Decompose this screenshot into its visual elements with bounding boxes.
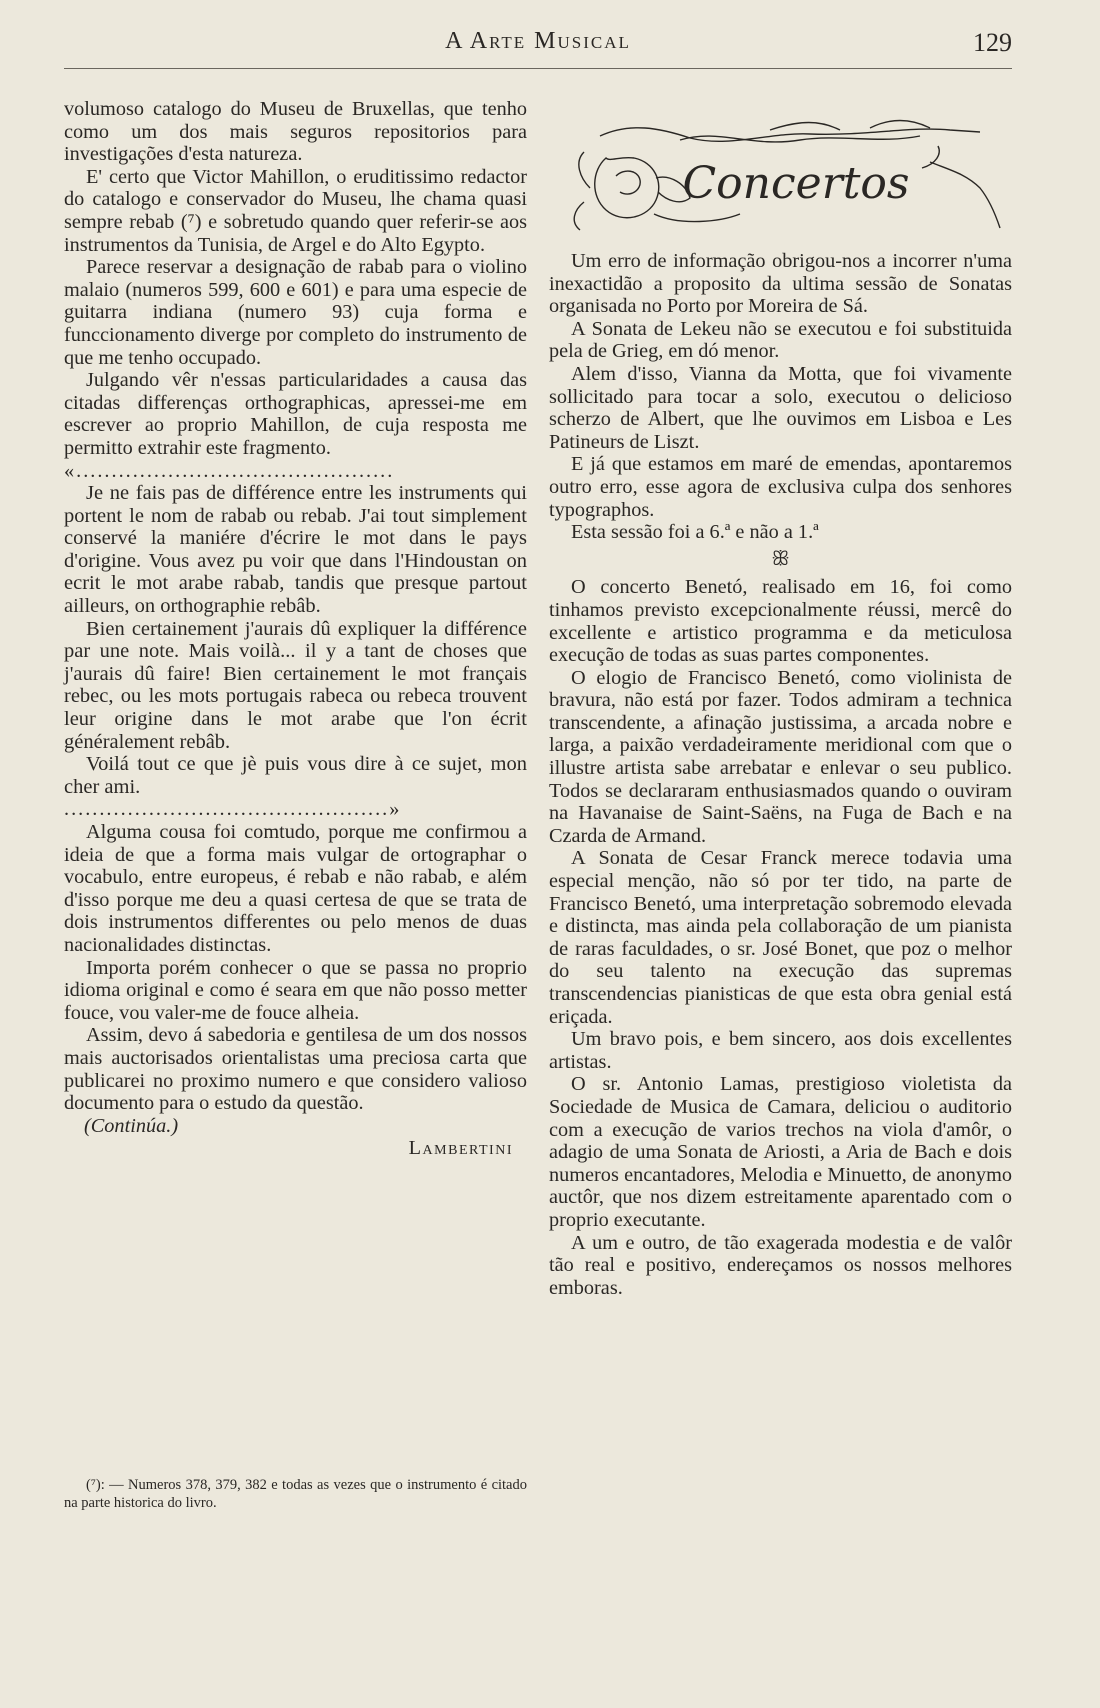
paragraph: Alem d'isso, Vianna da Motta, que foi vivamente sollicitado para tocar a solo, executou o delicioso scherzo de Albert, que lhe ouvimos em Lisboa e Les Patineurs de Liszt. — [549, 362, 1012, 453]
continued-note: (Continúa.) — [84, 1114, 179, 1137]
running-header — [64, 28, 1012, 62]
paragraph: A Sonata de Cesar Franck merece todavia uma especial menção, não só por ter tido, na parte de Francisco Benetó, uma interpretação sobremodo elevada e distincta, mas ainda pela collaboração de um pianista de raras faculdades, o sr. José Bonet, que poz o melhor do seu talento na execução das supremas transcendencias pianisticas de que esta obra genial está eriçada. — [549, 847, 1012, 1028]
paragraph: Julgando vêr n'essas particularidades a causa das citadas differenças orthographicas, apressei-me em escrever ao proprio Mahillon, de cuja resposta me permitto extrahir este fragmento. — [64, 369, 527, 459]
paragraph: Esta sessão foi a 6.ª e não a 1.ª — [571, 521, 819, 544]
quote-close: ..............................................» — [64, 798, 402, 821]
flower-icon — [595, 158, 659, 218]
page-number: 129 — [973, 28, 1012, 57]
quote-paragraph: Je ne fais pas de différence entre les instruments qui portent le nom de rabab ou rebab. J'ai tout simplement conservé la maniére d'écrire le mot dans le pays d'origine. Vous avez pu voir que dans l'Hindoustan on ecrit le mot arabe rabab, tandis que presque partout ailleurs, on orthographie rebâb. — [64, 482, 527, 618]
ornament-vine — [600, 128, 980, 142]
paragraph: E já que estamos em maré de emendas, apontaremos outro erro, esse agora de exclusiva culpa dos senhores typographos. — [549, 453, 1012, 521]
footnote: (⁷): — Numeros 378, 379, 382 e todas as vezes que o instrumento é citado na parte historica do livro. — [64, 1477, 527, 1511]
paragraph: E' certo que Victor Mahillon, o eruditissimo redactor do catalogo e conservador do Museu, lhe chama quasi sempre rebab (⁷) e sobretudo quando quer referir-se aos instrumentos da Tunisia, de Argel e do Alto Egypto. — [64, 165, 527, 256]
quote-paragraph: Voilá tout ce que jè puis vous dire à ce sujet, mon cher ami. — [64, 753, 527, 798]
journal-title: A Arte Musical — [445, 28, 631, 54]
ornament-title: Concertos — [682, 158, 910, 209]
left-column — [64, 98, 527, 1160]
quoted-letter — [64, 482, 527, 798]
paragraph: Importa porém conhecer o que se passa no proprio idioma original e como é seara em que não posso metter fouce, vou valer-me de fouce alheia. — [64, 956, 527, 1024]
paragraph: O elogio de Francisco Benetó, como violinista de bravura, não está por fazer. Todos admiram a technica transcendente, a afinação justissima, a arcada nobre e larga, a paixão verdadeiramente meridional com que o illustre artista sabe arrebatar e enlevar o seu publico. Todos se declararam enthusiasmados quando o ouviram na Havanaise de Saint-Saëns, na Fuga de Bach e na Czarda de Armand. — [549, 666, 1012, 847]
paragraph: O concerto Benetó, realisado em 16, foi como tinhamos previsto excepcionalmente réussi, mercê do excellente e artistico programma e da meticulosa execução de todas as suas partes componentes. — [549, 576, 1012, 667]
paragraph: Alguma cousa foi comtudo, porque me confirmou a ideia de que a forma mais vulgar de ortographar o vocabulo, entre europeus, é rebab e não rabab, e além d'isso porque me deu a quasi certesa de que se trata de dois instrumentos differentes ou pelo menos de duas nacionalidades distinctas. — [64, 821, 527, 956]
paragraph: O sr. Antonio Lamas, prestigioso violetista da Sociedade de Musica de Camara, deliciou o auditorio com a execução de varios trechos na viola d'amôr, o adagio de uma Sonata de Ariosti, a Aria de Bach e dois numeros encantadores, Melodia e Minuetto, de anonymo auctôr, que nos dizem estreitamente aparentado com o proprio executante. — [549, 1073, 1012, 1231]
header-rule — [64, 68, 1012, 69]
paragraph: volumoso catalogo do Museu de Bruxellas, que tenho como um dos mais seguros repositorios para investigações d'esta natureza. — [64, 98, 527, 166]
paragraph: Um erro de informação obrigou-nos a incorrer n'uma inexactidão a proposito da ultima sessão de Sonatas organisada no Porto por Moreira de Sá. — [549, 250, 1012, 318]
paragraph: Parece reservar a designação de rabab para o violino malaio (numeros 599, 600 e 601) e para uma especie de guitarra indiana (numero 93) cuja forma e funccionamento diverge por completo do instrumento de que me tenho occupado. — [64, 256, 527, 369]
right-column — [549, 250, 1012, 1299]
author-signature: Lambertini — [408, 1137, 513, 1160]
quote-paragraph: Bien certainement j'aurais dû expliquer la différence par une note. Mais voilà... il y a tant de choses que j'aurais dû faire! Bien certainement le mot français rebec, ou les mots portugais rabeca ou rebeca trouvent leur origine dans le mot arabe que l'on écrit généralement rebâb. — [64, 617, 527, 753]
concertos-ornament — [570, 118, 1010, 240]
section-separator-icon: ꕥ — [771, 547, 790, 570]
paragraph: A Sonata de Lekeu não se executou e foi substituida pela de Grieg, em dó menor. — [549, 317, 1012, 363]
paragraph: Um bravo pois, e bem sincero, aos dois excellentes artistas. — [549, 1028, 1012, 1073]
paragraph: A um e outro, de tão exagerada modestia e de valôr tão real e positivo, endereçamos os nossos melhores emboras. — [549, 1231, 1012, 1299]
quote-open: «............................................. — [64, 459, 395, 482]
paragraph: Assim, devo á sabedoria e gentilesa de um dos nossos mais auctorisados orientalistas uma preciosa carta que publicarei no proximo numero e que considero valioso documento para o estudo da questão. — [64, 1024, 527, 1115]
